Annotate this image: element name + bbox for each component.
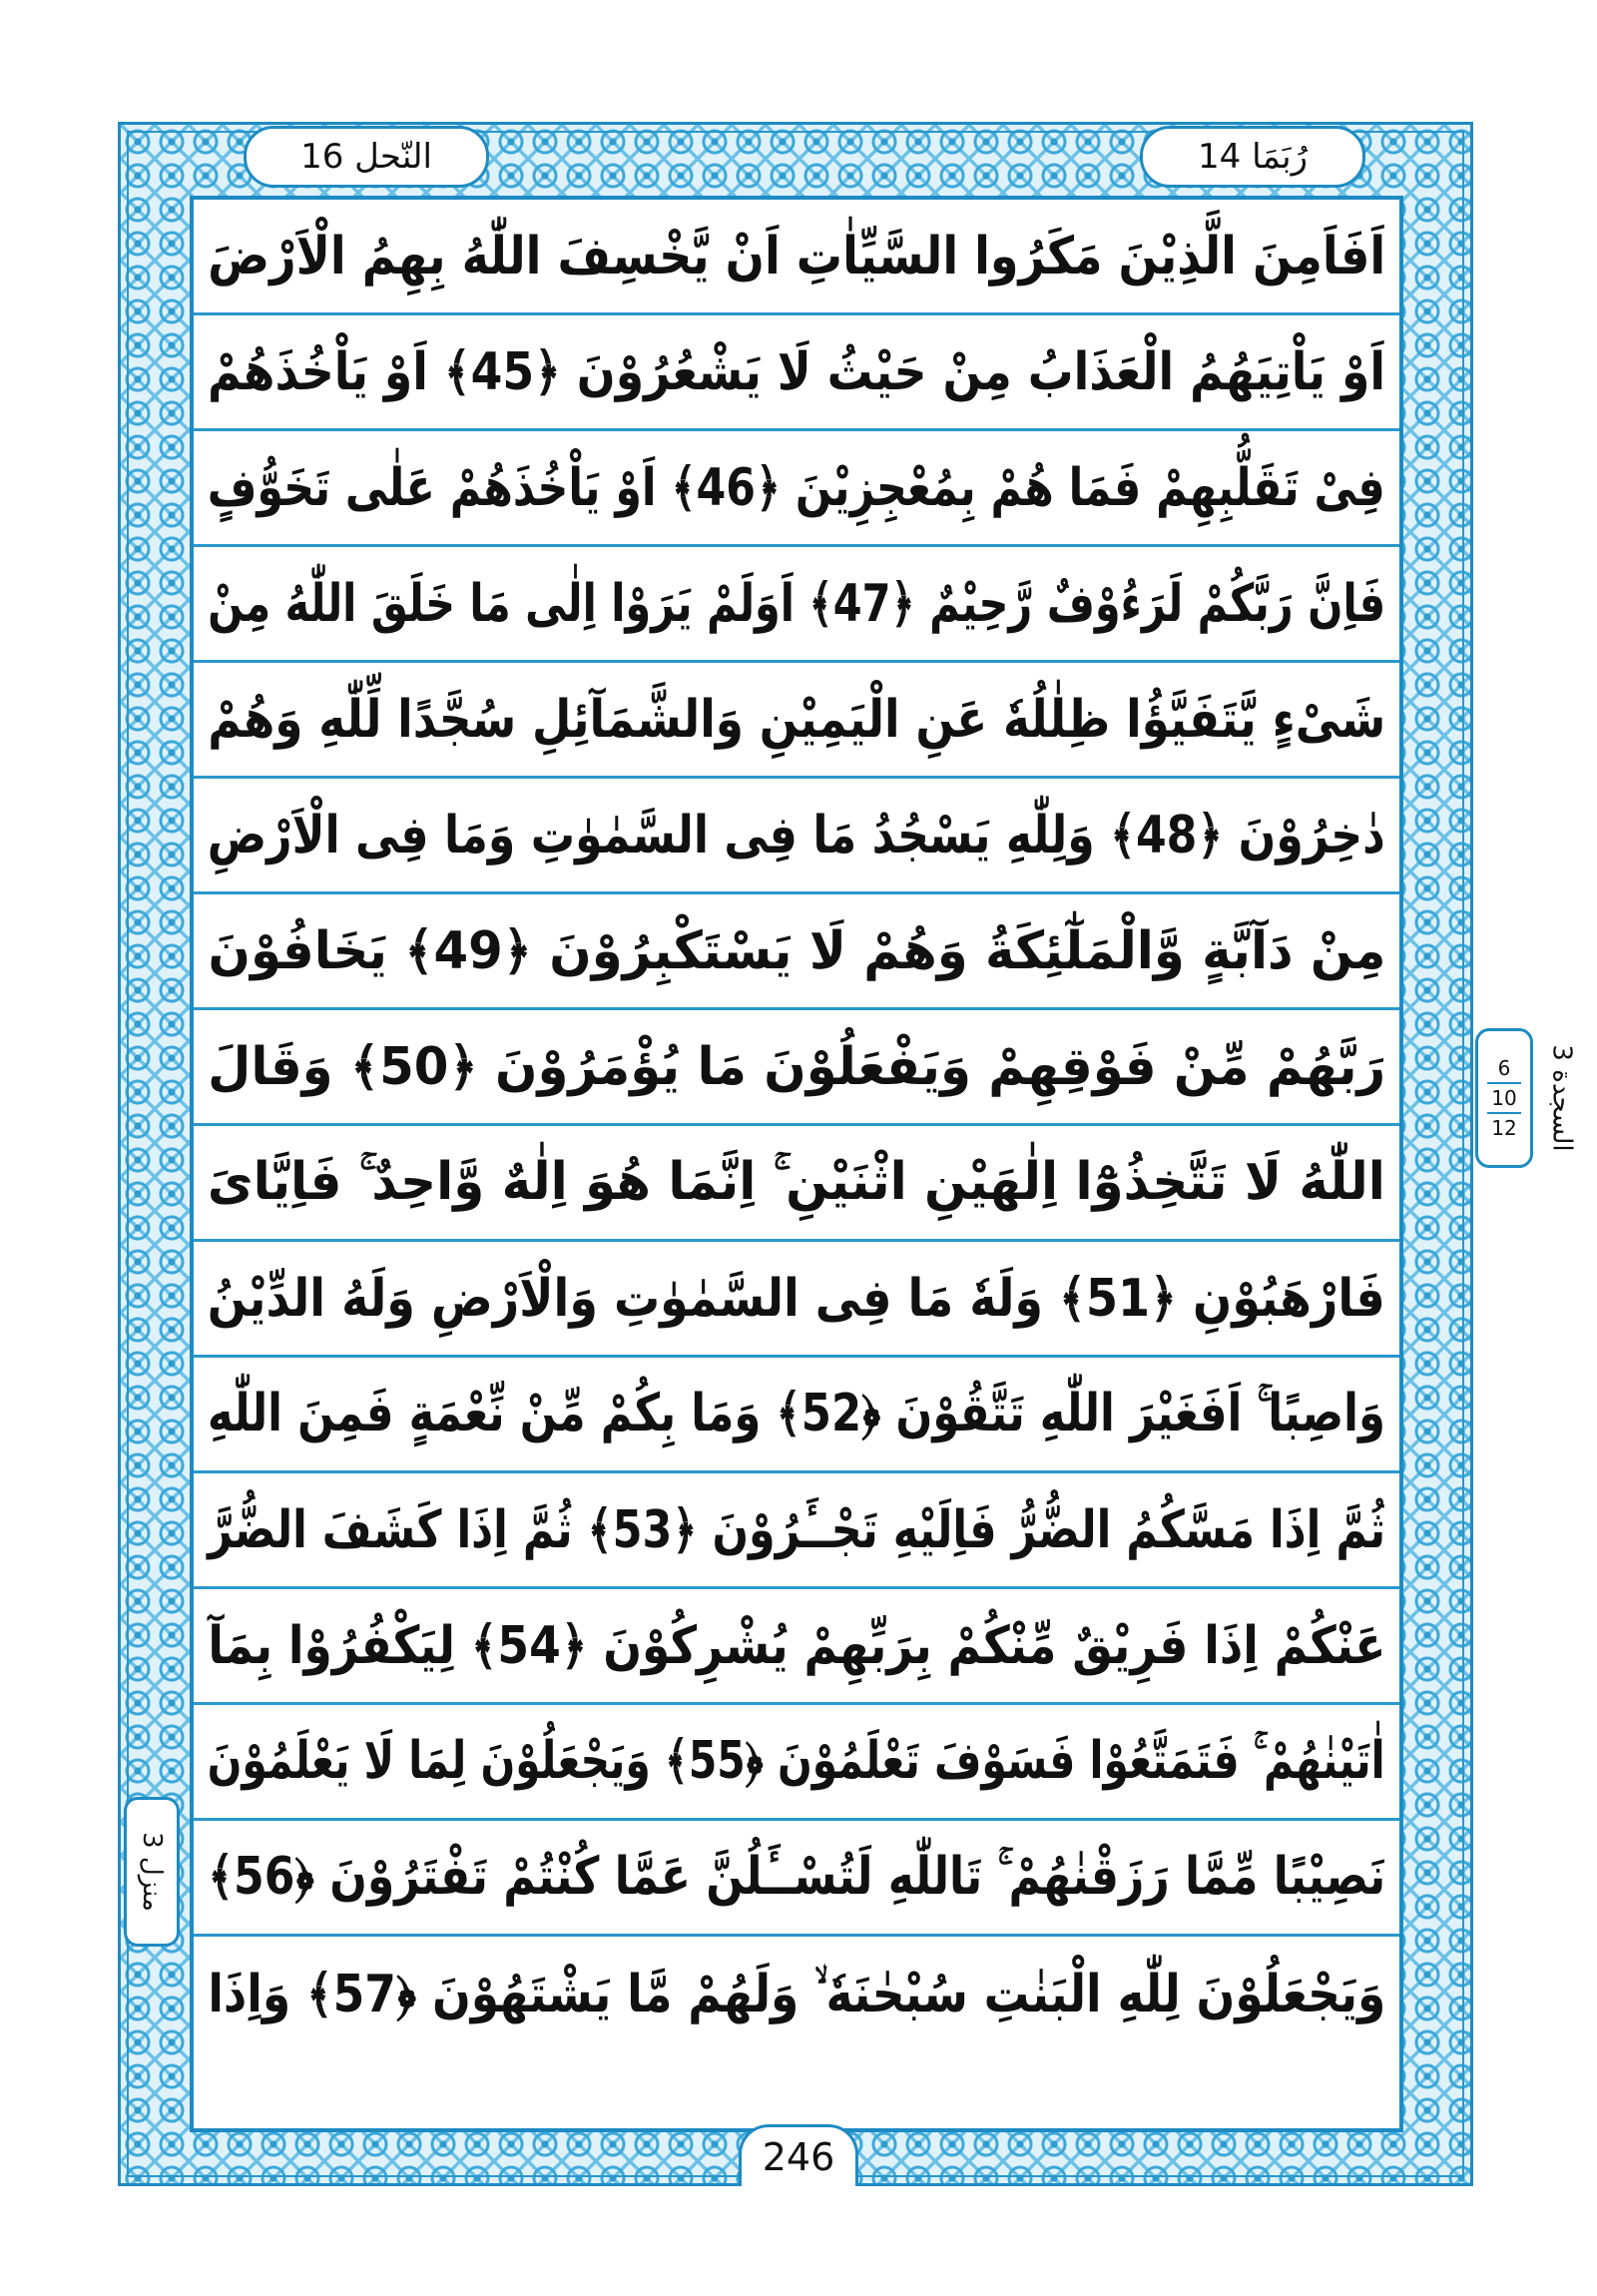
- verse-text: اٰتَيْنٰهُمْ ۚ فَتَمَتَّعُوْا فَسَوْفَ تَعْلَمُوْنَ ﴿55﴾ وَيَجْعَلُوْنَ لِمَا لَا يَعْلَمُوْنَ: [208, 1731, 1385, 1791]
- verse-text: فِىْ تَقَلُّبِهِمْ فَمَا هُمْ بِمُعْجِزِيْنَ ﴿46﴾ اَوْ يَاْخُذَهُمْ عَلٰى تَخَوُّفٍ: [208, 457, 1386, 518]
- text-line: [194, 1937, 1399, 2052]
- surah-label: النّحل 16: [300, 137, 432, 177]
- verse-text: دٰخِرُوْنَ ﴿48﴾ وَلِلّٰهِ يَسْجُدُ مَا فِى السَّمٰوٰتِ وَمَا فِى الْاَرْضِ: [208, 805, 1385, 865]
- text-line: [194, 1126, 1399, 1242]
- verse-text: ثُمَّ اِذَا مَسَّكُمُ الضُّرُّ فَاِلَيْهِ تَجْــَٔرُوْنَ ﴿53﴾ ثُمَّ اِذَا كَشَفَ الضُّرَّ: [208, 1499, 1385, 1560]
- manzil-marker: [124, 1797, 180, 1947]
- ruku-divider: [1487, 1082, 1521, 1084]
- text-line: [194, 315, 1399, 431]
- text-line: [194, 894, 1399, 1010]
- text-line: [194, 779, 1399, 894]
- text-panel: [190, 196, 1403, 2132]
- ruku-verses: 12: [1491, 1116, 1517, 1140]
- verse-text: وَاصِبًا ۚ اَفَغَيْرَ اللّٰهِ تَتَّقُوْنَ ﴿52﴾ وَمَا بِكُمْ مِّنْ نِّعْمَةٍ فَمِنَ اللّٰهِ: [208, 1384, 1385, 1443]
- juz-header-tab: [1140, 126, 1365, 188]
- ruku-number: 10: [1491, 1086, 1517, 1110]
- juz-label: رُبَمَا 14: [1198, 137, 1308, 177]
- text-line: [194, 1358, 1399, 1473]
- verse-text: عَنْكُمْ اِذَا فَرِيْقٌ مِّنْكُمْ بِرَبِّهِمْ يُشْرِكُوْنَ ﴿54﴾ لِيَكْفُرُوْا بِمَآ: [208, 1615, 1385, 1676]
- text-line: [194, 1473, 1399, 1589]
- surah-header-tab: [244, 126, 489, 188]
- verse-text: رَبَّهُمْ مِّنْ فَوْقِهِمْ وَيَفْعَلُوْنَ مَا يُؤْمَرُوْنَ ﴿50﴾ وَقَالَ: [208, 1036, 1386, 1097]
- text-line: [194, 1242, 1399, 1358]
- verse-text: اَفَاَمِنَ الَّذِيْنَ مَكَرُوا السَّيِّاٰتِ اَنْ يَّخْسِفَ اللّٰهُ بِهِمُ الْاَرْضَ: [208, 226, 1386, 287]
- page-number-tab: [739, 2124, 858, 2186]
- ruku-count: 6: [1497, 1056, 1511, 1080]
- text-line: [194, 547, 1399, 663]
- verse-text: شَىْءٍ يَّتَفَيَّؤُا ظِلٰلُهٗ عَنِ الْيَمِيْنِ وَالشَّمَآئِلِ سُجَّدًا لِّلّٰهِ وَهُمْ: [208, 689, 1385, 750]
- verse-text: فَاِنَّ رَبَّكُمْ لَرَءُوْفٌ رَّحِيْمٌ ﴿47﴾ اَوَلَمْ يَرَوْا اِلٰى مَا خَلَقَ اللّٰهُ مِنْ: [208, 573, 1386, 634]
- verse-text: مِنْ دَآبَّةٍ وَّالْمَلٰٓئِكَةُ وَهُمْ لَا يَسْتَكْبِرُوْنَ ﴿49﴾ يَخَافُوْنَ: [208, 920, 1385, 981]
- verse-text: نَصِيْبًا مِّمَّا رَزَقْنٰهُمْ ۚ تَاللّٰهِ لَتُسْــَٔلُنَّ عَمَّا كُنْتُمْ تَفْتَرُوْنَ ﴿56﴾: [208, 1847, 1386, 1907]
- text-line: [194, 1705, 1399, 1821]
- text-line: [194, 1010, 1399, 1126]
- page-number: 246: [762, 2134, 835, 2179]
- text-line: [194, 200, 1399, 315]
- sajda-note: [1537, 1028, 1587, 1168]
- ruku-marker: [1475, 1028, 1533, 1168]
- text-line: [194, 431, 1399, 547]
- text-line: [194, 1589, 1399, 1705]
- ruku-divider: [1487, 1112, 1521, 1114]
- text-line: [194, 1821, 1399, 1937]
- sajda-label: السجدة 3: [1547, 1044, 1577, 1152]
- text-line: [194, 663, 1399, 779]
- verse-text: اللّٰهُ لَا تَتَّخِذُوْٓا اِلٰهَيْنِ اثْنَيْنِ ۚ اِنَّمَا هُوَ اِلٰهٌ وَّاحِدٌ ۚ فَاِيَّاىَ: [208, 1152, 1386, 1212]
- verse-text: فَارْهَبُوْنِ ﴿51﴾ وَلَهٗ مَا فِى السَّمٰوٰتِ وَالْاَرْضِ وَلَهُ الدِّيْنُ: [208, 1268, 1386, 1329]
- verse-text: اَوْ يَاْتِيَهُمُ الْعَذَابُ مِنْ حَيْثُ لَا يَشْعُرُوْنَ ﴿45﴾ اَوْ يَاْخُذَهُمْ: [208, 341, 1385, 402]
- verse-text: وَيَجْعَلُوْنَ لِلّٰهِ الْبَنٰتِ سُبْحٰنَهٗ ۙ وَلَهُمْ مَّا يَشْتَهُوْنَ ﴿57﴾ وَاِذَا: [208, 1964, 1385, 2024]
- manzil-label: منزل 3: [137, 1832, 168, 1912]
